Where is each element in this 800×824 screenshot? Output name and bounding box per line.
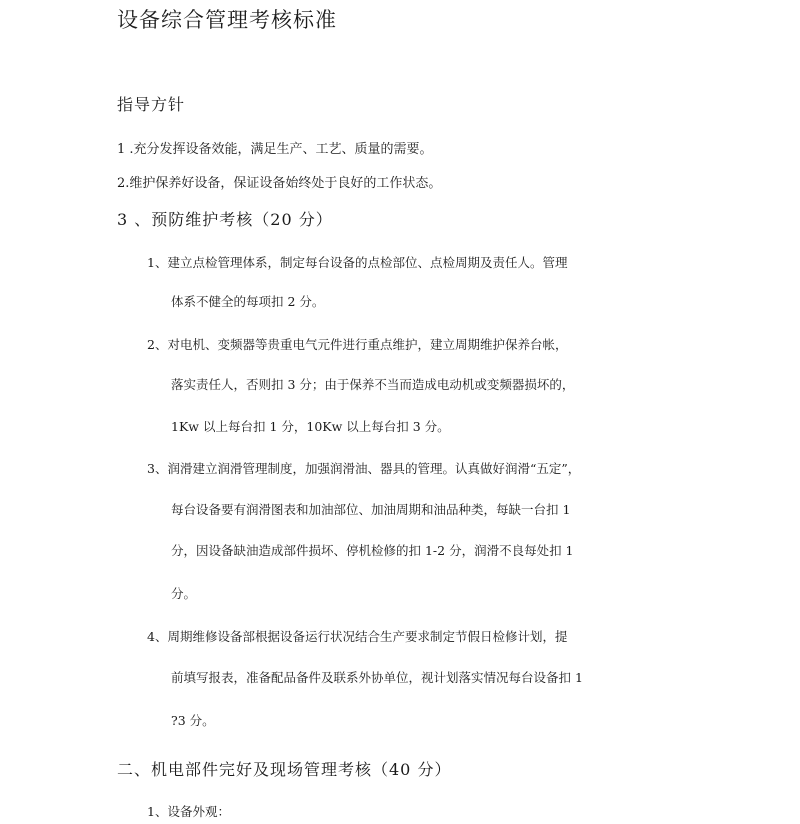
section-2-item-1: 1、设备外观： (147, 804, 230, 819)
guideline-heading: 指导方针 (117, 95, 186, 114)
section-3-item-2-line-1: 2、对电机、变频器等贵重电气元件进行重点维护，建立周期维护保养台帐， (147, 337, 568, 352)
section-3-item-4-line-3: ?3 分。 (171, 713, 215, 728)
section-3-item-2-line-2: 落实责任人，否则扣 3 分；由于保养不当而造成电动机或变频器损坏的， (171, 377, 575, 392)
document-title: 设备综合管理考核标准 (117, 8, 337, 32)
section-3-item-3-line-4: 分。 (171, 586, 197, 601)
section-2-heading: 二、机电部件完好及现场管理考核（40 分） (117, 760, 452, 779)
guideline-item-1: 1 .充分发挥设备效能，满足生产、工艺、质量的需要。 (117, 142, 433, 157)
section-3-heading: 3 、预防维护考核（20 分） (117, 210, 333, 229)
section-3-item-3-line-2: 每台设备要有润滑图表和加油部位、加油周期和油品种类，每缺一台扣 1 (171, 502, 571, 517)
guideline-item-2: 2.维护保养好设备，保证设备始终处于良好的工作状态。 (117, 176, 442, 191)
section-3-item-4-line-2: 前填写报表，准备配品备件及联系外协单位，视计划落实情况每台设备扣 1 (171, 670, 583, 685)
section-3-item-3-line-3: 分，因设备缺油造成部件损坏、停机检修的扣 1-2 分，润滑不良每处扣 1 (171, 543, 574, 558)
section-3-item-3-line-1: 3、润滑建立润滑管理制度，加强润滑油、器具的管理。认真做好润滑“五定”， (147, 461, 581, 476)
section-3-item-4-line-1: 4、周期维修设备部根据设备运行状况结合生产要求制定节假日检修计划，提 (147, 629, 568, 644)
section-3-item-1-line-1: 1、建立点检管理体系，制定每台设备的点检部位、点检周期及责任人。管理 (147, 255, 568, 270)
section-3-item-2-line-3: 1Kw 以上每台扣 1 分，10Kw 以上每台扣 3 分。 (171, 419, 450, 434)
section-3-item-1-line-2: 体系不健全的每项扣 2 分。 (171, 294, 325, 309)
